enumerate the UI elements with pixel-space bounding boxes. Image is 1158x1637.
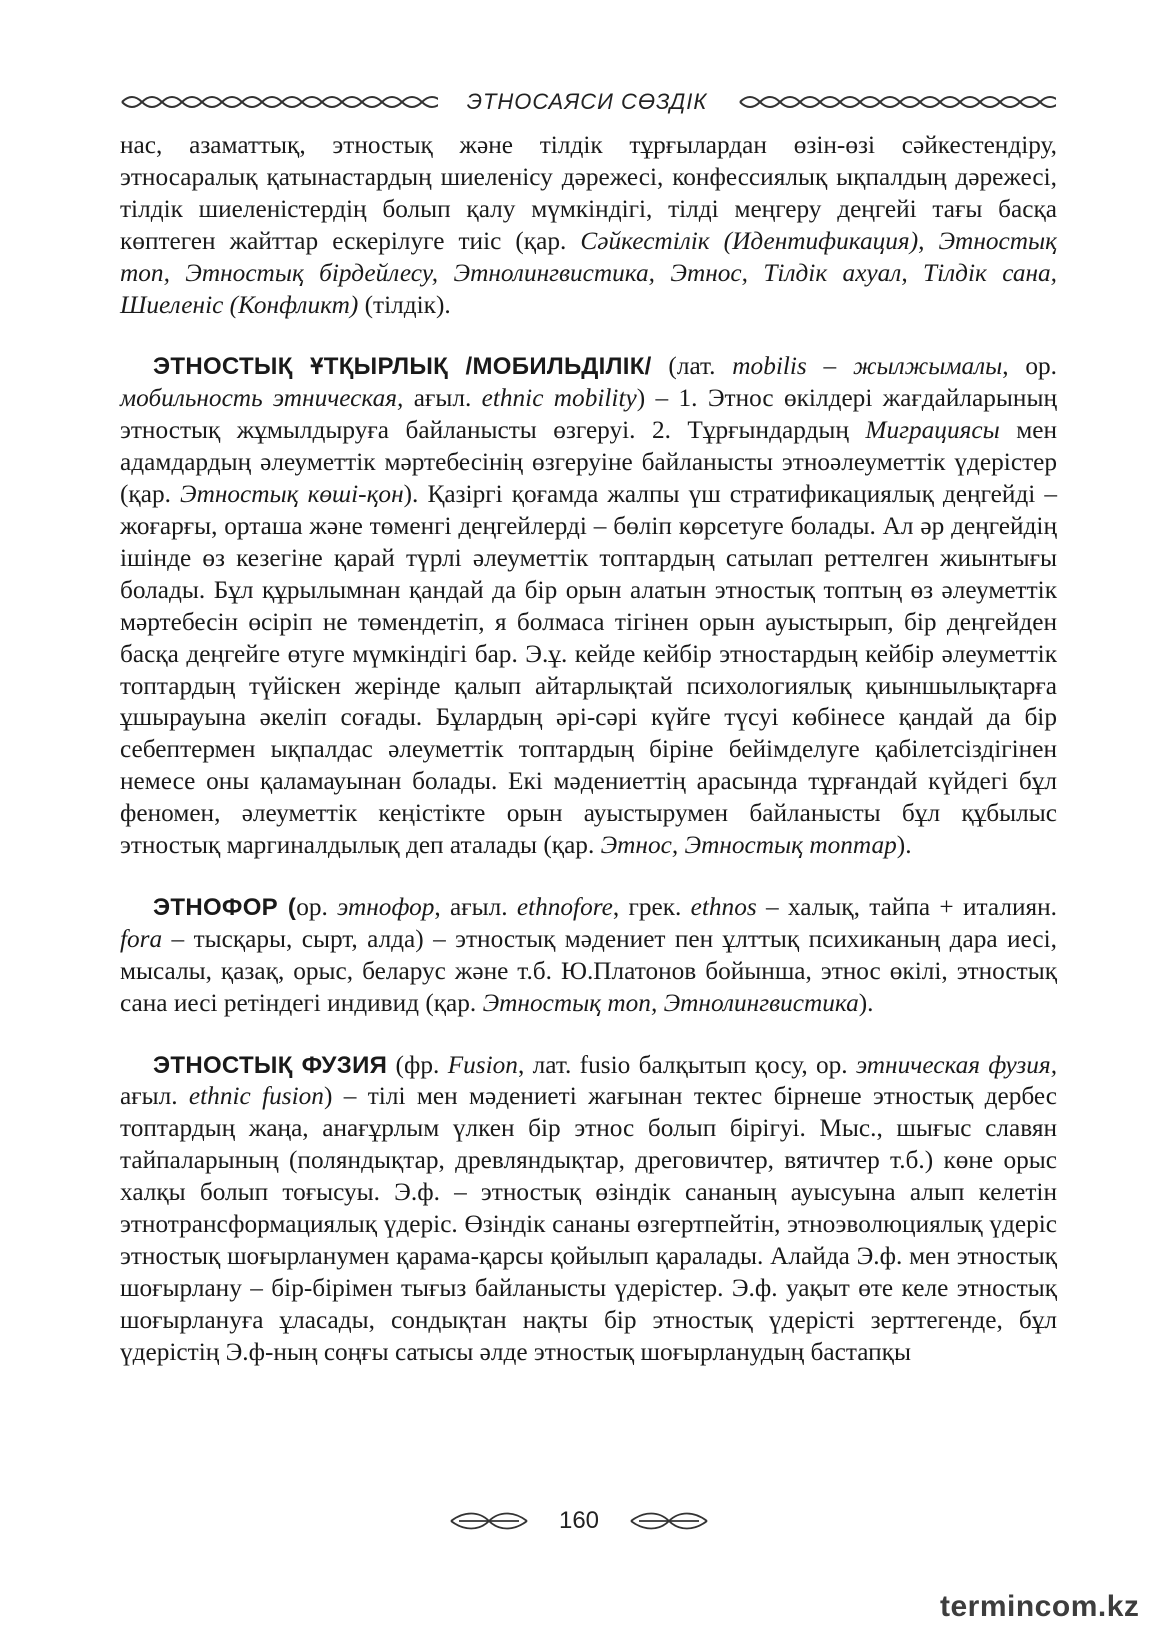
body-text: – халық, тайпа + италиян.	[756, 892, 1057, 921]
flourish-right-icon	[629, 1511, 709, 1531]
italic-text: Этностық көші-қон	[180, 480, 404, 509]
dictionary-body	[120, 130, 1057, 1369]
body-text: мен адамдардың әлеуметтік мәртебесінің өзгеруіне байланысты этноәлеуметтік үдерістер (қар.	[120, 416, 1057, 509]
body-text: ) – 1. Этнос өкілдері жағдайларының этностық жұмылдыруға байланысты өзгеруі. 2. Тұрғындардың	[120, 384, 1057, 445]
italic-text: ethnic fusion	[188, 1082, 324, 1111]
italic-text: mobilis – жылжымалы	[732, 352, 1003, 381]
watermark	[940, 1590, 1139, 1624]
italic-text: мобильность этническая,	[120, 384, 404, 413]
header-ornament-left	[118, 90, 438, 114]
header-ornament-right	[736, 90, 1056, 114]
page-number: 160	[558, 1507, 600, 1534]
italic-text: fora	[120, 924, 163, 953]
body-text: , лат. fusio балқытып қосу, ор.	[517, 1050, 856, 1079]
body-text: ).	[858, 988, 874, 1017]
running-header	[118, 84, 1056, 120]
italic-text: Fusion	[447, 1050, 518, 1079]
entry-headword: ЭТНОФОР (	[153, 893, 297, 921]
italic-text: ethnos	[690, 892, 757, 921]
body-text: , ор.	[1002, 352, 1057, 381]
body-text: ағыл.	[403, 384, 482, 413]
body-text: ор.	[296, 892, 338, 921]
entry-headword: ЭТНОСТЫҚ ҰТҚЫРЛЫҚ /МОБИЛЬДІЛІК/	[153, 353, 652, 381]
body-text: (лат.	[651, 352, 733, 381]
ornament-icon	[118, 90, 438, 114]
body-text: (тілдік).	[358, 290, 451, 319]
italic-text: Этностық топ, Этнолингвистика	[482, 988, 859, 1017]
dictionary-entry	[120, 1050, 1057, 1369]
continued-paragraph	[120, 130, 1057, 321]
body-text: – тысқары, сырт, алда) – этностық мәдениет пен ұлттық психиканың дара иесі, мысалы, қазақ, орыс, беларус және т.б. Ю.Платонов бойынша, этнос өкілі, этностық сана иесі ретіндегі индивид (қар.	[120, 924, 1057, 1017]
body-text: (фр.	[387, 1050, 448, 1079]
italic-text: этническая фузия,	[855, 1050, 1058, 1079]
italic-text: ethnic mobility	[481, 384, 637, 413]
body-text: , грек.	[612, 892, 691, 921]
dictionary-entry	[120, 351, 1057, 862]
page-footer	[0, 1507, 1158, 1535]
body-text: нас, азаматтық, этностық және тілдік тұрғылардан өзін-өзі сәйкестендіру, этносаралық қатынастардың шиеленісу дәрежесі, конфессиялық ықпалдың дәрежесі, тілдік шиеленістердің болып қалу мүмкіндігі, тілді меңгеру деңгейі тағы басқа көптеген жайттар ескерілуге тиіс (қар.	[120, 131, 1057, 255]
body-text: ағыл.	[120, 1082, 189, 1111]
dictionary-entry	[120, 892, 1057, 1020]
flourish-left-icon	[449, 1511, 529, 1531]
watermark-text: termincom.kz	[940, 1590, 1140, 1623]
header-title: ЭТНОСАЯСИ СӨЗДІК	[466, 89, 708, 114]
ornament-icon	[736, 90, 1056, 114]
italic-text: ethnofore	[516, 892, 613, 921]
entry-headword: ЭТНОСТЫҚ ФУЗИЯ	[153, 1051, 388, 1079]
body-text: ). Қазіргі қоғамда жалпы үш стратификациялық деңгейді – жоғарғы, орташа және төменгі деңгейлерді – бөліп көрсетуге болады. Ал әр деңгейдің ішінде өз кезегіне қарай түрлі әлеуметтік топтардың сатылап реттелген жиынтығы болады. Бұл құрылымнан қандай да бір орын алатын этностық топтың өз әлеуметтік мәртебесін өсіріп не төмендетіп, я болмаса тігінен орын ауыстырып, бір деңгейден басқа деңгейге өтуге мүмкіндігі бар. Э.ұ. кейде кейбір этностардың кейбір әлеуметтік топтардың түйіскен жерінде қалып айтарлықтай психологиялық қиыншылықтарға ұшырауына әкеліп соғады. Бұлардың әрі-сәрі күйге түсуі көбінесе қандай да бір себептермен ықпалдас әлеуметтік топтардың біріне бейімделуге қабілетсіздігінен немесе оны қаламауынан болады. Екі мәдениеттің арасында тұрғандай күйдегі бұл феномен, әлеуметтік кеңістікте орын ауыстырумен байланысты бұл құбылыс этностық маргиналдылық деп аталады (қар.	[120, 480, 1057, 860]
body-text: ) – тілі мен мәдениеті жағынан тектес бірнеше этностық дербес топтардың жаңа, анағұрлым үлкен бір этнос болып бірігуі. Мыс., шығыс славян тайпаларының (поляндықтар, древляндықтар, дреговичтер, вятичтер т.б.) көне орыс халқы болып тоғысуы. Э.ф. – этностық өзіндік сананың ауысуына алып келетін этнотрансформациялық үдеріс. Өзіндік сананы өзгертпейтін, этноэволюциялық үдеріс этностық шоғырланумен қарама-қарсы қойылып қаралады. Алайда Э.ф. мен этностық шоғырлану – бір-бірімен тығыз байланысты үдерістер. Э.ф. уақыт өте келе этностық шоғырлануға ұласады, сондықтан нақты бір этностық үдерісті зерттегенде, бұл үдерістің Э.ф-ның соңғы сатысы әлде этностық шоғырланудың бастапқы	[120, 1082, 1057, 1366]
italic-text: Этнос, Этностық топтар	[600, 831, 897, 860]
body-text: ).	[896, 831, 912, 860]
italic-text: Сәйкестілік (Идентификация), Этностық топ, Этностық бірдейлесу, Этнолингвистика, Этнос, Тілдік ахуал, Тілдік сана, Шиеленіс (Конфликт)	[120, 226, 1057, 319]
italic-text: этнофор	[337, 892, 435, 921]
body-text: , ағыл.	[434, 892, 517, 921]
italic-text: Миграциясы	[865, 416, 1000, 445]
